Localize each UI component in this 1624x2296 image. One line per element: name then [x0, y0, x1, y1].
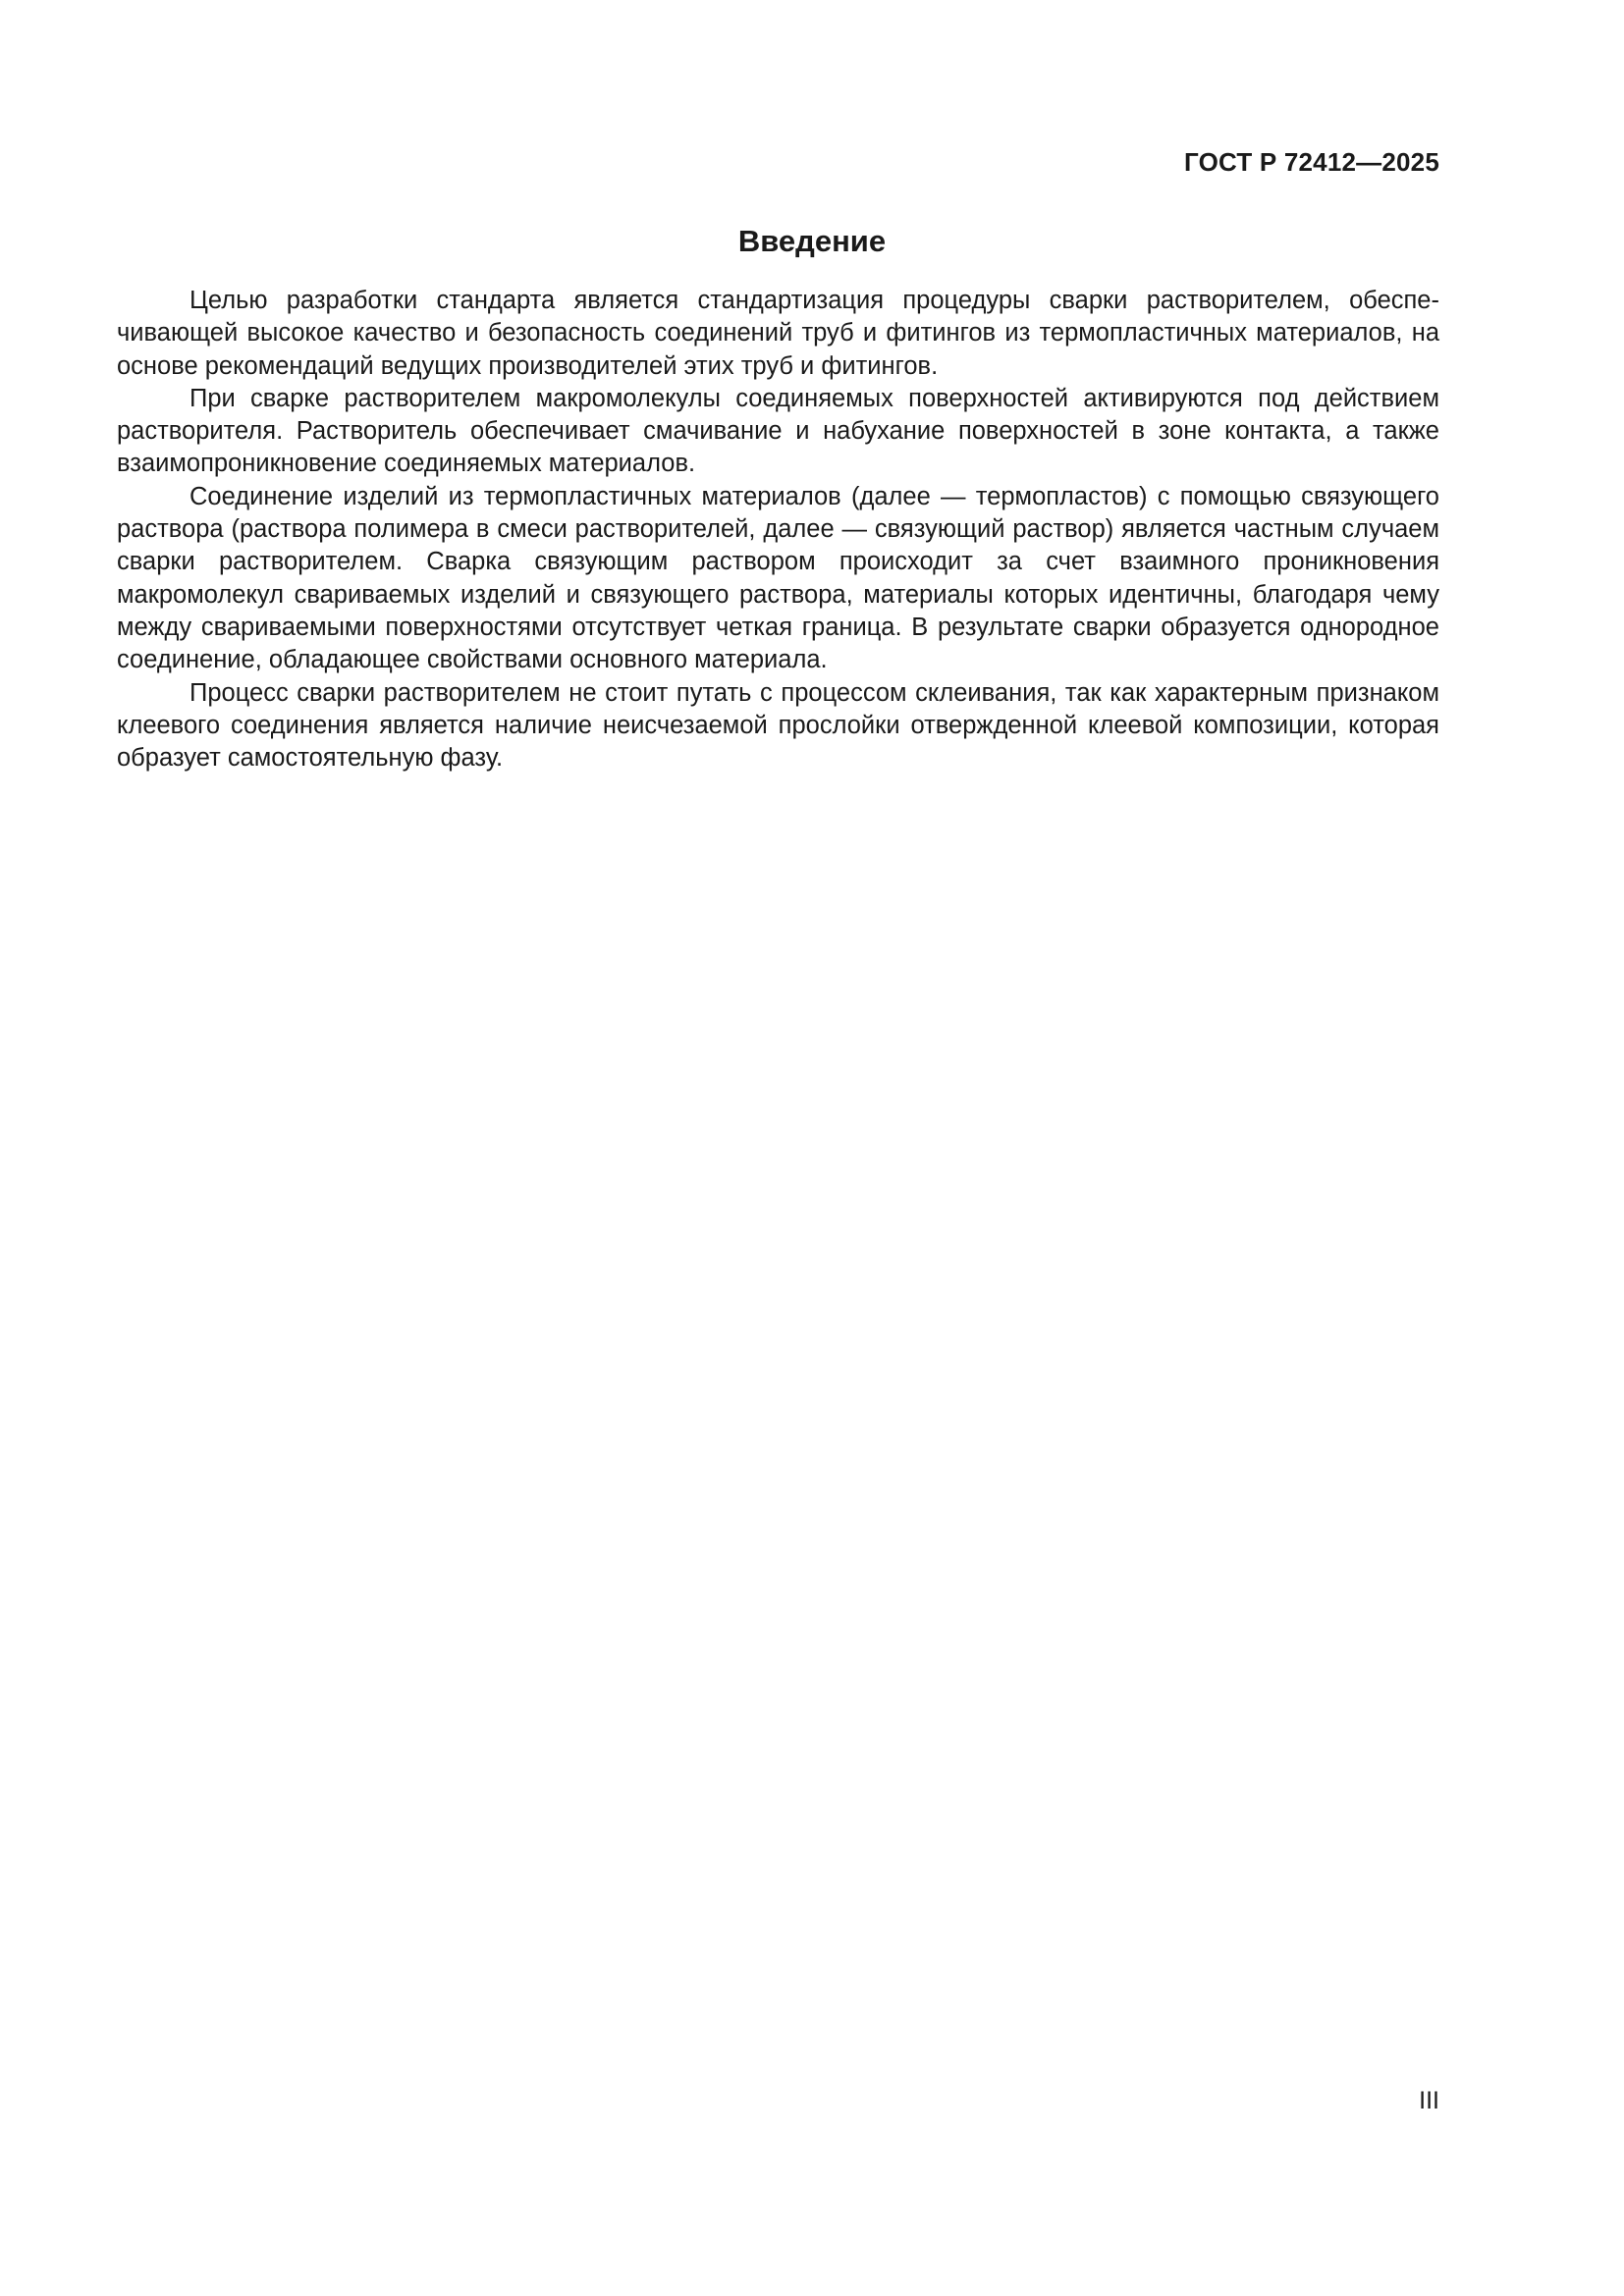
paragraph-2: При сварке растворителем макромолекулы соединяемых поверхностей активируются под действием растворителя. Растворитель обеспечивает смачивание и набухание поверхностей в зоне контакта, а также взаимопроникновение соединяемых материалов.	[117, 384, 1439, 478]
paragraph-1: Целью разработки стандарта является стандартизация процедуры сварки растворителем, обеспечивающей высокое качество и безопасность соединений труб и фитингов из термопластичных материалов, на основе рекомендаций ведущих производителей этих труб и фитингов.	[117, 287, 1439, 380]
section-title: Введение	[737, 224, 887, 258]
introduction-body	[117, 285, 1439, 774]
paragraph-3: Соединение изделий из термопластичных материалов (далее — термопластов) с помощью связующего раствора (раствора полимера в смеси растворителей, далее — связующий раствор) является частным случаем сварки растворителем. Сварка связующим раствором происходит за счет взаимного проникновения макромолекул свариваемых изделий и связующего раствора, материалы которых идентичны, благодаря чему между свариваемыми поверхностями отсутствует четкая граница. В результате сварки образуется однородное соединение, обладающее свойствами основного материала.	[117, 482, 1439, 674]
paragraph-4: Процесс сварки растворителем не стоит путать с процессом склеивания, так как характерным признаком клеевого соединения является наличие неисчезаемой прослойки отвержденной клеевой композиции, которая образует самостоятельную фазу.	[117, 678, 1439, 773]
page-number: III	[1419, 2087, 1439, 2114]
document-code: ГОСТ Р 72412—2025	[1184, 147, 1439, 177]
